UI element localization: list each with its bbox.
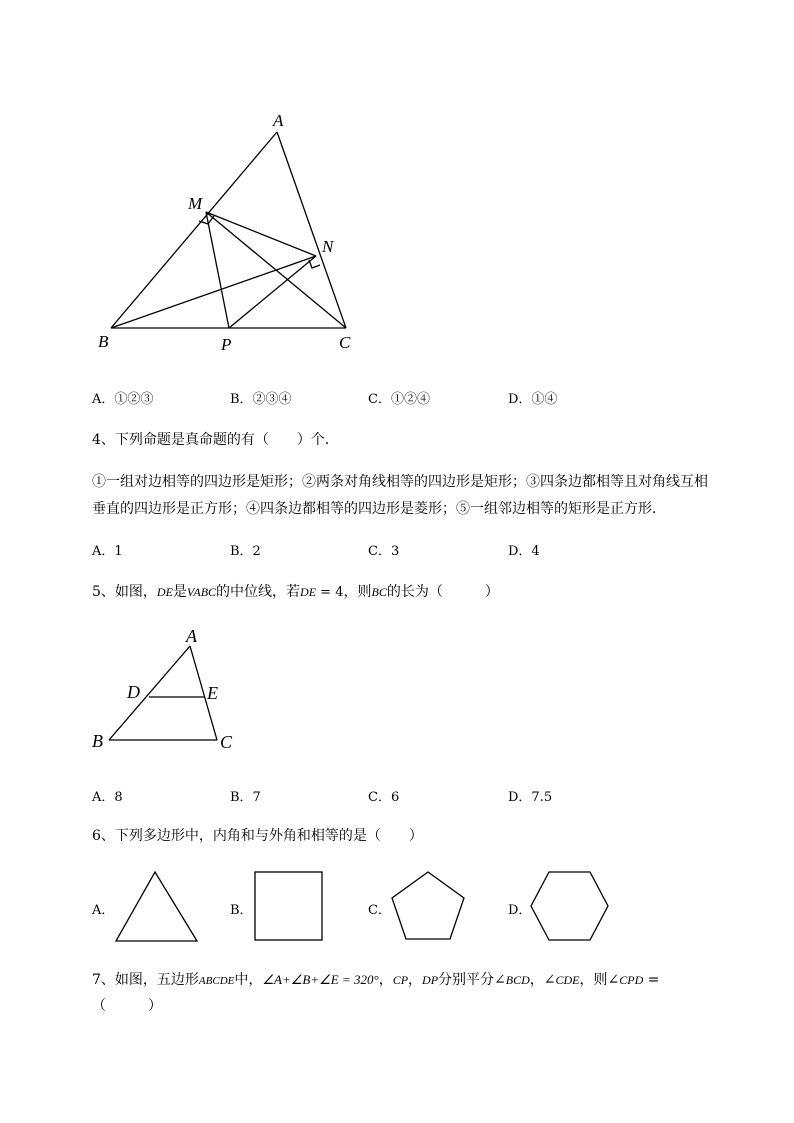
q5-bc: BC: [371, 585, 387, 599]
q5-option-b[interactable]: B．7: [230, 790, 261, 805]
q7-dp: DP: [422, 973, 439, 987]
q7-expr: ∠A+∠B+∠E = 320°: [262, 972, 379, 987]
label-B: B: [92, 731, 103, 751]
triangle-icon[interactable]: [112, 868, 202, 944]
q7-eq: =: [643, 972, 660, 988]
q5-then: ，则: [343, 584, 372, 600]
q7-and: ，∠: [529, 972, 556, 988]
q3-option-b[interactable]: B．②③④: [230, 392, 292, 407]
q5-de: DE: [156, 585, 173, 599]
q6-option-b-label[interactable]: B．: [230, 903, 253, 918]
label-P: P: [221, 335, 232, 354]
q7-stem: [92, 969, 659, 989]
triangle-figure-q5: [88, 622, 248, 757]
q4-option-d[interactable]: D．4: [508, 544, 540, 559]
q7-then: ，则∠: [579, 972, 620, 988]
q4-option-b[interactable]: B．2: [230, 544, 261, 559]
q3-option-a[interactable]: A．①②③: [92, 392, 154, 407]
q5-abc: ABC: [193, 585, 217, 599]
q4-body-line1: ①一组对边相等的四边形是矩形；②两条对角线相等的四边形是矩形；③四条边都相等且对角线互相: [92, 474, 708, 490]
q7-mid: 中，: [234, 972, 263, 988]
q5-mid: 的中位线，若: [216, 584, 301, 600]
label-E: E: [207, 683, 218, 703]
q5-is: 是: [172, 584, 187, 600]
q5-option-c[interactable]: C．6: [368, 790, 400, 805]
q4-option-c[interactable]: C．3: [368, 544, 400, 559]
q3-option-c[interactable]: C．①②④: [368, 392, 430, 407]
q6-stem: 6、下列多边形中，内角和与外角和相等的是（ ）: [92, 828, 423, 844]
square-icon[interactable]: [252, 869, 326, 943]
q5-option-d[interactable]: D．7.5: [508, 790, 553, 805]
q5-eq: = 4: [316, 585, 344, 600]
label-C: C: [220, 732, 233, 752]
label-A: A: [273, 111, 284, 130]
q3-option-d[interactable]: D．①④: [508, 392, 558, 407]
pentagon-icon[interactable]: [388, 869, 468, 943]
q5-stem: [92, 581, 499, 601]
q5-de-2: DE: [300, 585, 317, 599]
label-D: D: [127, 682, 140, 702]
q4-stem: 4、下列命题是真命题的有（ ）个．: [92, 432, 339, 448]
q7-cpd: CPD: [619, 973, 644, 987]
hexagon-icon[interactable]: [528, 869, 612, 943]
q7-abcde: ABCDE: [198, 975, 235, 987]
q5-option-a[interactable]: A．8: [92, 790, 123, 805]
q7-comma: ，: [408, 972, 423, 988]
q7-cp: CP: [392, 973, 409, 987]
q5-tail: 的长为（ ）: [386, 584, 499, 600]
label-M: M: [188, 194, 203, 213]
q4-body-line2: 垂直的四边形是正方形；④四条边都相等的四边形是菱形；⑤一组邻边相等的矩形是正方形．: [92, 501, 666, 517]
label-N: N: [322, 237, 334, 256]
label-B: B: [98, 332, 109, 351]
q6-option-a-label[interactable]: A．: [92, 903, 115, 918]
q5-triangle-symbol: V: [186, 585, 194, 599]
q7-answer-paren: （ ）: [92, 998, 162, 1014]
q7-prefix: 7、如图，五边形: [92, 972, 199, 988]
q4-option-a[interactable]: A．1: [92, 544, 123, 559]
q7-sep: ，: [378, 972, 393, 988]
label-A: A: [186, 626, 197, 646]
q6-option-d-label[interactable]: D．: [508, 903, 532, 918]
q7-cde: CDE: [555, 973, 580, 987]
q5-prefix: 5、如图，: [92, 584, 157, 600]
q7-bcd: BCD: [505, 973, 530, 987]
q7-bisect: 分别平分∠: [438, 972, 506, 988]
triangle-figure-q3: [90, 105, 370, 365]
label-C: C: [339, 333, 351, 352]
q6-option-c-label[interactable]: C．: [368, 903, 391, 918]
